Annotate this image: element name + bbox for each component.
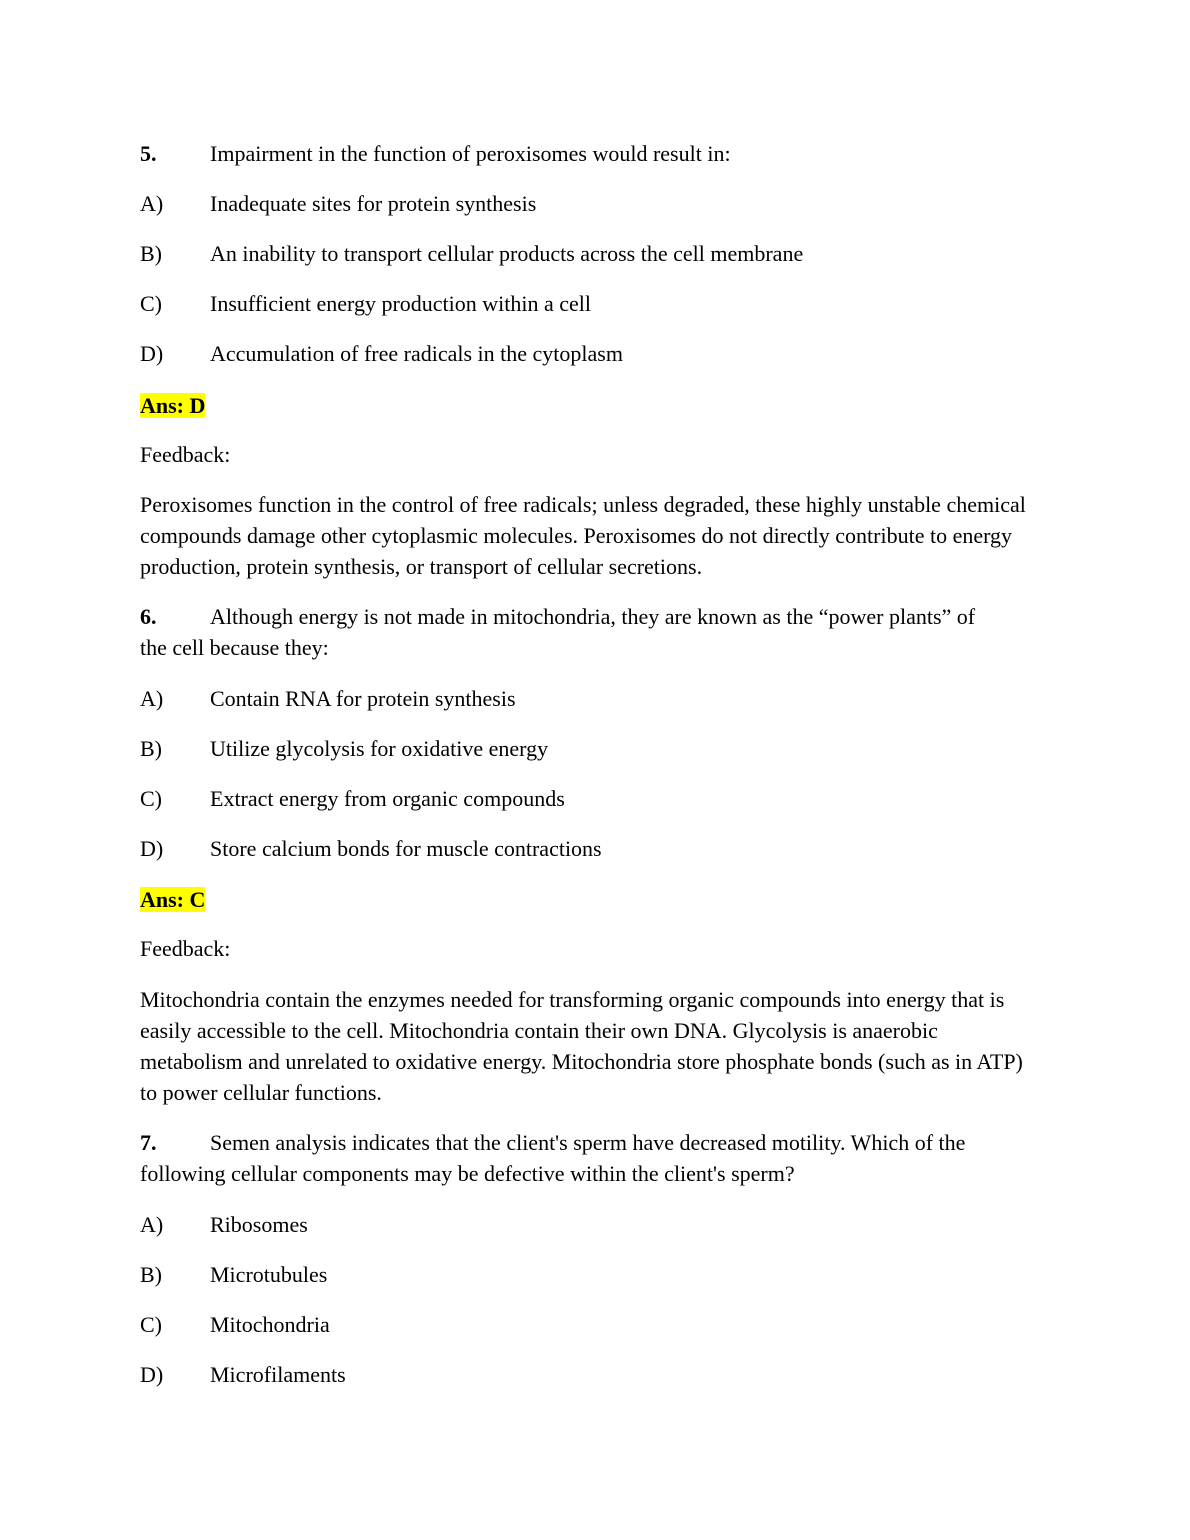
option-letter: C) (140, 291, 162, 316)
question-6-answer (140, 884, 205, 915)
option-text: Utilize glycolysis for oxidative energy (210, 736, 549, 761)
question-text: Semen analysis indicates that the client's sperm have decreased motility. Which of the (210, 1130, 966, 1155)
option-letter: A) (140, 191, 164, 216)
option-letter: D) (140, 836, 164, 861)
option-text: Extract energy from organic compounds (210, 786, 565, 811)
question-number: 6. (140, 604, 157, 629)
question-text: Although energy is not made in mitochondria, they are known as the “power plants” of (210, 604, 976, 629)
option-text: Ribosomes (210, 1212, 308, 1237)
option-text: Store calcium bonds for muscle contractions (210, 836, 602, 861)
option-letter: C) (140, 786, 162, 811)
option-text: Microtubules (210, 1262, 328, 1287)
option-text: Accumulation of free radicals in the cytoplasm (210, 341, 623, 366)
question-7-stem-line1 (140, 1127, 965, 1158)
question-5-feedback-text: Peroxisomes function in the control of free radicals; unless degraded, these highly unstable chemical compounds damage other cytoplasmic molecules. Peroxisomes do not directly contribute to energy production, protein synthesis, or transport of cellular secretions. (140, 492, 1026, 579)
answer-highlight: Ans: C (140, 887, 206, 912)
question-6-option-d (140, 833, 602, 864)
question-6-stem-line1 (140, 601, 975, 632)
option-letter: A) (140, 1212, 164, 1237)
question-7-stem-line2: following cellular components may be defective within the client's sperm? (140, 1161, 795, 1186)
option-letter: B) (140, 1262, 162, 1287)
option-letter: D) (140, 1362, 164, 1387)
answer-highlight: Ans: D (140, 393, 206, 418)
question-6-feedback-label: Feedback: (140, 936, 231, 961)
option-text: Contain RNA for protein synthesis (210, 686, 516, 711)
option-text: Inadequate sites for protein synthesis (210, 191, 537, 216)
question-5-option-c (140, 288, 591, 319)
question-6-option-a (140, 683, 516, 714)
question-5-option-b (140, 238, 803, 269)
question-6-option-c (140, 783, 565, 814)
question-7-option-b (140, 1259, 327, 1290)
option-text: Mitochondria (210, 1312, 330, 1337)
question-number: 5. (140, 141, 157, 166)
option-letter: B) (140, 241, 162, 266)
question-5-answer (140, 390, 205, 421)
question-6-option-b (140, 733, 548, 764)
question-5-option-a (140, 188, 536, 219)
option-letter: A) (140, 686, 164, 711)
question-5-feedback-label: Feedback: (140, 442, 231, 467)
question-7-option-c (140, 1309, 330, 1340)
option-letter: B) (140, 736, 162, 761)
question-number: 7. (140, 1130, 157, 1155)
question-6-feedback-text: Mitochondria contain the enzymes needed for transforming organic compounds into energy that is easily accessible to the cell. Mitochondria contain their own DNA. Glycolysis is anaerobic metabolism and unrelated to oxidative energy. Mitochondria store phosphate bonds (such as in ATP) to power cellular functions. (140, 987, 1023, 1105)
option-text: An inability to transport cellular products across the cell membrane (210, 241, 804, 266)
question-7-option-d (140, 1359, 346, 1390)
question-6-stem-line2: the cell because they: (140, 635, 329, 660)
question-text: Impairment in the function of peroxisomes would result in: (210, 141, 731, 166)
question-5-stem (140, 138, 731, 169)
question-7-option-a (140, 1209, 308, 1240)
option-text: Microfilaments (210, 1362, 346, 1387)
option-letter: D) (140, 341, 164, 366)
option-text: Insufficient energy production within a cell (210, 291, 592, 316)
question-5-option-d (140, 338, 623, 369)
option-letter: C) (140, 1312, 162, 1337)
